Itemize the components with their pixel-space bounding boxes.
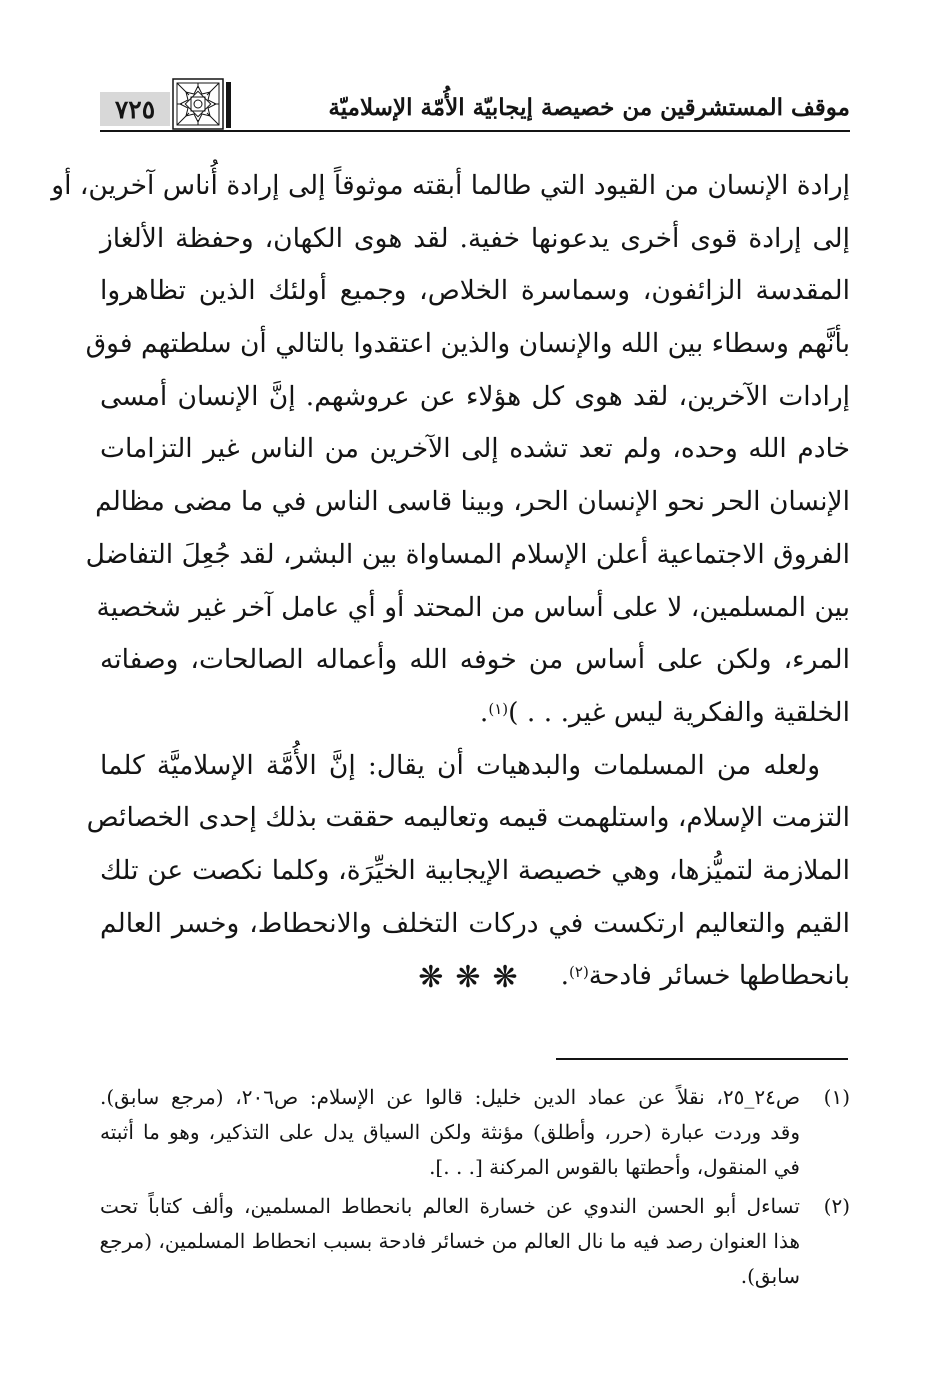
footnote-line: في المنقول، وأحطتها بالقوس المركنة [. . .]. [429,1155,800,1179]
running-header [100,72,850,132]
footnote-line: وقد وردت عبارة (حرر، وأطلق) مؤنثة ولكن السياق يدل على التذكير، وهو ما أثبته [100,1120,800,1144]
page-number: ٧٢٥ [100,92,170,126]
footnote-number: (٢) [823,1194,850,1218]
text-line: الفروق الاجتماعية أعلن الإسلام المساواة بين البشر، لقد جُعِلَ التفاضل [85,538,850,570]
text-line: المرء، ولكن على أساس من خوفه الله وأعماله الصالحات، وصفاته [100,644,850,676]
footnote-line: ص٢٤_٢٥، نقلاً عن عماد الدين خليل: قالوا عن الإسلام: ص٢٠٦، (مرجع سابق). [100,1085,800,1109]
text-line: إلى إرادة قوى أخرى يدعونها خفية. لقد هوى الكهان، وحفظة الألغاز [100,222,850,254]
text-line: خادم الله وحده، ولم تعد تشده إلى الآخرين من الناس غير التزامات [100,433,850,465]
text-line: ولعله من المسلمات والبدهيات أن يقال: إنَّ الأُمَّة الإسلاميَّة كلما [100,749,820,781]
text-fragment: . [479,696,489,728]
header-divider-bar [226,82,231,128]
text-line: الملازمة لتميُّزها، وهي خصيصة الإيجابية الخيِّرَة، وكلما نكصت عن تلك [100,854,850,886]
section-separator: ❋❋❋ [418,960,530,995]
footnotes [100,1080,850,1298]
text-fragment: بانحطاطها خسائر فادحة [588,960,850,992]
footnote-line: تساءل أبو الحسن الندوي عن خسارة العالم بانحطاط المسلمين، وألف كتاباً تحت [100,1194,800,1218]
text-line: القيم والتعاليم ارتكست في دركات التخلف والانحطاط، وخسر العالم [100,907,850,939]
text-line: بين المسلمين، لا على أساس من المحتد أو أي عامل آخر غير شخصية [96,591,850,623]
text-fragment: . [560,960,570,992]
main-text [51,160,850,1003]
footnote-ref-1[interactable]: (١) [488,699,509,718]
text-fragment: الخلقية والفكرية ليس غير. . . ) [508,696,850,728]
text-line: إرادة الإنسان من القيود التي طالما أبقته موثوقاً إلى إرادة أُناس آخرين، أو [51,170,850,201]
running-title: موقف المستشرقين من خصيصة إيجابيّة الأُمّة الإسلاميّة [328,94,850,121]
geometric-ornament-icon [172,78,224,130]
text-line: التزمت الإسلام، واستلهمت قيمه وتعاليمه حققت بذلك إحدى الخصائص [86,802,850,834]
paragraph-end-line [100,687,850,740]
text-line: الإنسان الحر نحو الإنسان الحر، وبينا قاسى الناس في ما مضى مظالم [95,486,850,518]
text-line: إرادات الآخرين، لقد هوى كل هؤلاء عن عروشهم. إنَّ الإنسان أمسى [100,380,850,412]
text-line: المقدسة الزائفون، وسماسرة الخلاص، وجميع أولئك الذين تظاهروا [100,275,850,307]
footnote-number: (١) [823,1085,850,1109]
footnote-2 [100,1189,850,1294]
footnote-line: هذا العنوان رصد فيه ما نال العالم من خسائر فادحة بسبب انحطاط المسلمين، (مرجع [99,1229,800,1253]
text-line: بأنَّهم وسطاء بين الله والإنسان والذين اعتقدوا بالتالي أن سلطتهم فوق [85,328,850,360]
footnote-rule [556,1058,848,1060]
footnote-line: سابق). [740,1264,800,1288]
footnote-ref-2[interactable]: (٢) [569,963,589,982]
footnote-1 [100,1080,850,1185]
header-rule [100,130,850,132]
